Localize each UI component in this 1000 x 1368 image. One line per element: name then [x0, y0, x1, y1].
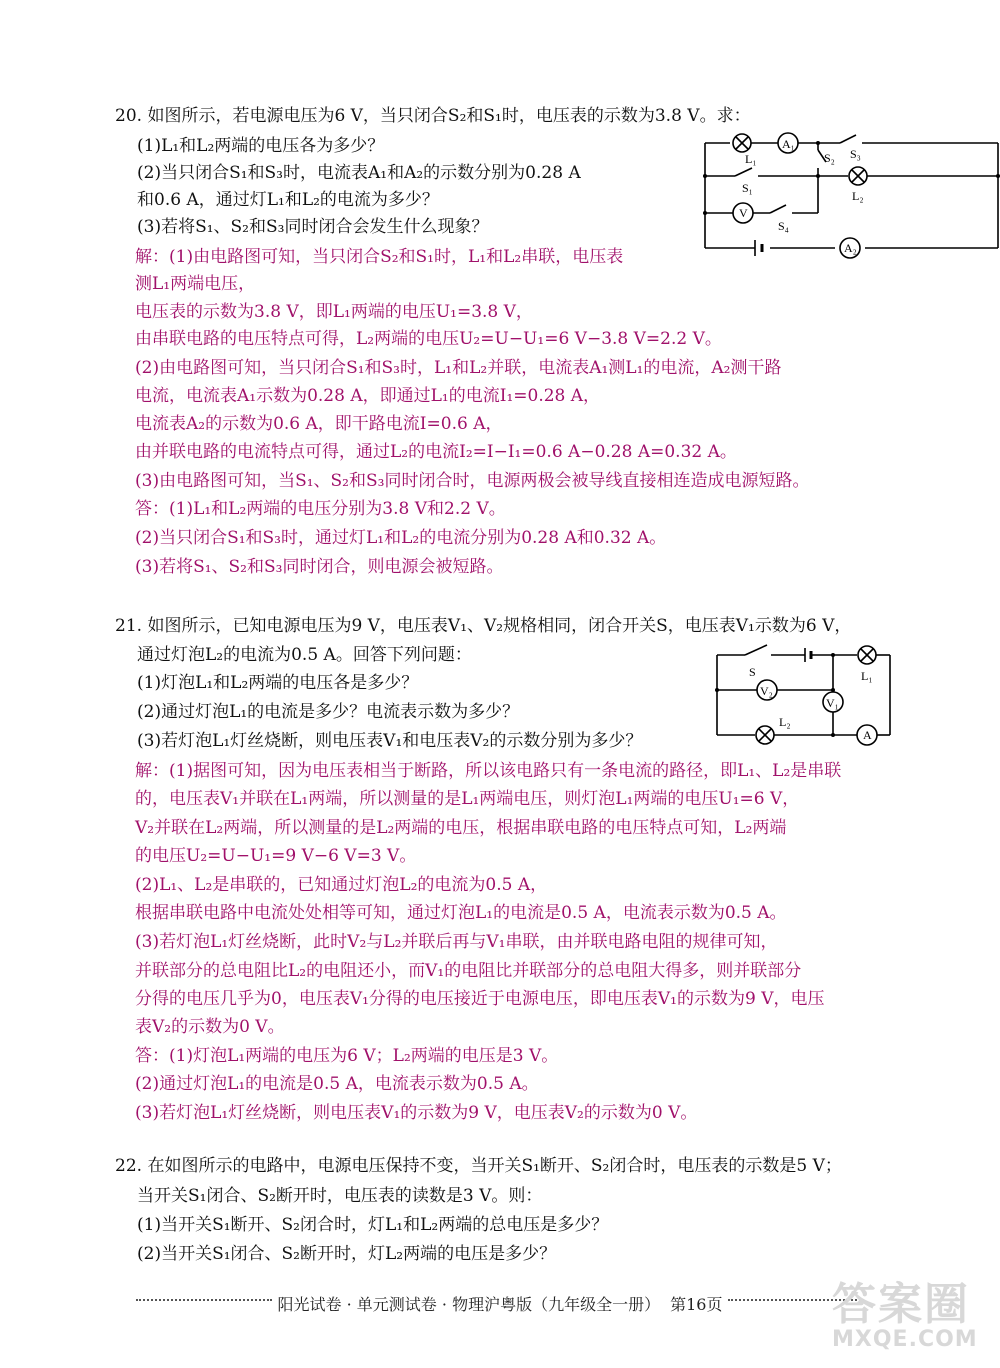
q20-answer-line: (3)由电路图可知，当S₁、S₂和S₃同时闭合时，电源两极会被导线直接相连造成电源短路。 — [135, 471, 810, 491]
q20-sub2-cont: 和0.6 A，通过灯L₁和L₂的电流为多少？ — [137, 190, 439, 210]
label-V2: V₂ — [760, 684, 773, 698]
q21-stem: 21. 如图所示，已知电源电压为9 V，电压表V₁、V₂规格相同，闭合开关S，电压表V₁示数为6 V， — [115, 616, 852, 636]
page-number: 第16页 — [670, 1295, 723, 1314]
q20-sub3: (3)若将S₁、S₂和S₃同时闭合会发生什么现象？ — [137, 217, 489, 237]
q20-answer-line: 由串联电路的电压特点可得，L₂两端的电压U₂=U−U₁=6 V−3.8 V=2.2 V。 — [135, 329, 722, 349]
label-V: V — [739, 206, 748, 220]
label-A2: A₂ — [844, 241, 857, 255]
q20-answer-line: 由并联电路的电流特点可得，通过L₂的电流I₂=I−I₁=0.6 A−0.28 A=0.32 A。 — [135, 442, 737, 462]
q21-circuit-diagram — [705, 640, 995, 755]
label-V1: V₁ — [826, 696, 839, 710]
label-S: S — [749, 665, 756, 679]
q20-answer-line: 解：(1)由电路图可知，当只闭合S₂和S₁时，L₁和L₂串联，电压表 — [135, 247, 624, 267]
q22-stem: 22. 在如图所示的电路中，电源电压保持不变，当开关S₁断开、S₂闭合时，电压表的示数是5 V； — [115, 1156, 842, 1176]
q20-answer-line: 答：(1)L₁和L₂两端的电压分别为3.8 V和2.2 V。 — [135, 499, 506, 519]
label-A: A — [863, 728, 872, 742]
q21-answer-line: (2)通过灯泡L₁的电流是0.5 A，电流表示数为0.5 A。 — [135, 1074, 539, 1094]
q21-answer-line: 并联部分的总电阻比L₂的电阻还小，而V₁的电阻比并联部分的总电阻大得多，则并联部分 — [135, 961, 802, 981]
label-S2: S₂ — [824, 151, 835, 165]
watermark-bottom: MXQE.COM — [832, 1327, 978, 1352]
q20-answer-line: 测L₁两端电压， — [135, 274, 256, 294]
q21-answer-line: 的，电压表V₁并联在L₁两端，所以测量的是L₁两端电压，则灯泡L₁两端的电压U₁=6 V， — [135, 789, 800, 809]
q21-answer-line: 根据串联电路中电流处处相等可知，通过灯泡L₁的电流是0.5 A，电流表示数为0.5 A。 — [135, 903, 787, 923]
q21-answer-line: (3)若灯泡L₁灯丝烧断，此时V₂与L₂并联后再与V₁串联，由并联电路电阻的规律可知， — [135, 932, 778, 952]
q21-answer-line: 解：(1)据图可知，因为电压表相当于断路，所以该电路只有一条电流的路径，即L₁、L₂是串联 — [135, 761, 842, 781]
watermark-top: 答案圈 — [832, 1279, 970, 1330]
q20-answer-line: 电流，电流表A₁示数为0.28 A，即通过L₁的电流I₁=0.28 A， — [135, 386, 601, 406]
q22-sub2: (2)当开关S₁闭合、S₂断开时，灯L₂两端的电压是多少？ — [137, 1244, 557, 1264]
q21-answer-line: 答：(1)灯泡L₁两端的电压为6 V；L₂两端的电压是3 V。 — [135, 1046, 559, 1066]
q20-sub1: (1)L₁和L₂两端的电压各为多少？ — [137, 136, 385, 156]
q22-sub1: (1)当开关S₁断开、S₂闭合时，灯L₁和L₂两端的总电压是多少？ — [137, 1215, 609, 1235]
label-L2: L₂ — [852, 189, 864, 203]
q22-stem-cont: 当开关S₁闭合、S₂断开时，电压表的读数是3 V。则： — [137, 1186, 543, 1206]
q20-stem: 20. 如图所示，若电源电压为6 V，当只闭合S₂和S₁时，电压表的示数为3.8 V。求： — [115, 106, 751, 126]
q21-answer-line: 表V₂的示数为0 V。 — [135, 1017, 285, 1037]
page-footer — [130, 1292, 870, 1315]
q21-answer-line: (3)若灯泡L₁灯丝烧断，则电压表V₁的示数为9 V，电压表V₂的示数为0 V。 — [135, 1103, 698, 1123]
q21-answer-line: 分得的电压几乎为0，电压表V₁分得的电压接近于电源电压，即电压表V₁的示数为9 V，电压 — [135, 989, 825, 1009]
label-L2: L₂ — [779, 715, 791, 729]
q21-sub1: (1)灯泡L₁和L₂两端的电压各是多少？ — [137, 673, 419, 693]
q20-answer-line: (2)当只闭合S₁和S₃时，通过灯L₁和L₂的电流分别为0.28 A和0.32 A。 — [135, 528, 667, 548]
q21-sub2: (2)通过灯泡L₁的电流是多少？电流表示数为多少？ — [137, 702, 520, 722]
q21-stem-cont: 通过灯泡L₂的电流为0.5 A。回答下列问题： — [137, 645, 472, 665]
label-L1: L₁ — [861, 669, 873, 683]
footer-dots-left — [136, 1299, 272, 1301]
q21-answer-line: 的电压U₂=U−U₁=9 V−6 V=3 V。 — [135, 846, 417, 866]
watermark-logo — [832, 1279, 982, 1358]
q20-answer-line: (2)由电路图可知，当只闭合S₁和S₃时，L₁和L₂并联，电流表A₁测L₁的电流，A₂测干路 — [135, 358, 782, 378]
label-L1: L₁ — [745, 152, 757, 166]
q20-sub2: (2)当只闭合S₁和S₃时，电流表A₁和A₂的示数分别为0.28 A — [137, 163, 581, 183]
q20-answer-line: (3)若将S₁、S₂和S₃同时闭合，则电源会被短路。 — [135, 557, 504, 577]
q20-answer-line: 电流表A₂的示数为0.6 A，即干路电流I=0.6 A， — [135, 414, 503, 434]
label-S3: S₃ — [850, 147, 861, 161]
q21-answer-line: (2)L₁、L₂是串联的，已知通过灯泡L₂的电流为0.5 A， — [135, 875, 548, 895]
q21-answer-line: V₂并联在L₂两端，所以测量的是L₂两端的电压，根据串联电路的电压特点可知，L₂两端 — [135, 818, 787, 838]
q20-answer-line: 电压表的示数为3.8 V，即L₁两端的电压U₁=3.8 V， — [135, 302, 533, 322]
q20-circuit-diagram — [690, 128, 1000, 263]
q21-sub3: (3)若灯泡L₁灯丝烧断，则电压表V₁和电压表V₂的示数分别为多少？ — [137, 731, 643, 751]
label-S4: S₄ — [778, 219, 789, 233]
label-S1: S₁ — [742, 181, 753, 195]
footer-title: 阳光试卷 · 单元测试卷 · 物理沪粤版（九年级全一册） — [277, 1295, 661, 1314]
label-A1: A₁ — [782, 137, 795, 151]
